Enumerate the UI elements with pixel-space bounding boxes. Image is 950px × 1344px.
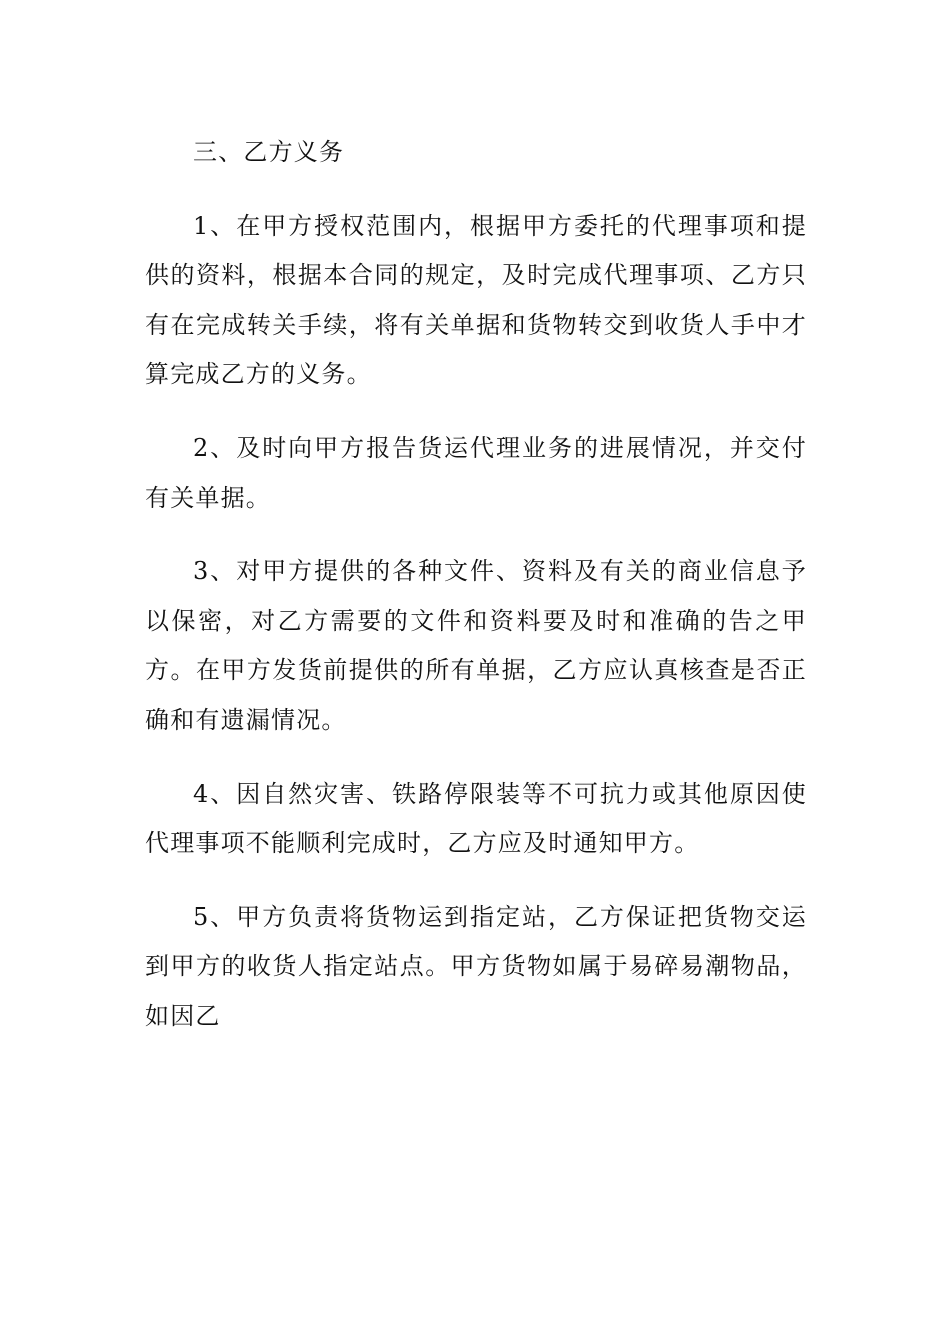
paragraph-4: 4、因自然灾害、铁路停限装等不可抗力或其他原因使代理事项不能顺利完成时，乙方应及时通知甲方。 <box>145 779 807 858</box>
section-heading: 三、乙方义务 <box>193 138 345 166</box>
paragraph-3: 3、对甲方提供的各种文件、资料及有关的商业信息予以保密，对乙方需要的文件和资料要及时和准确的告之甲方。在甲方发货前提供的所有单据，乙方应认真核查是否正确和有遗漏情况。 <box>145 557 807 734</box>
paragraph-1: 1、在甲方授权范围内，根据甲方委托的代理事项和提供的资料，根据本合同的规定，及时完成代理事项、乙方只有在完成转关手续，将有关单据和货物转交到收货人手中才算完成乙方的义务。 <box>145 211 807 389</box>
paragraph-5: 5、甲方负责将货物运到指定站，乙方保证把货物交运到甲方的收货人指定站点。甲方货物如属于易碎易潮物品，如因乙 <box>145 902 807 1030</box>
document-body <box>145 128 807 1042</box>
paragraph-2: 2、及时向甲方报告货运代理业务的进展情况，并交付有关单据。 <box>145 433 807 512</box>
